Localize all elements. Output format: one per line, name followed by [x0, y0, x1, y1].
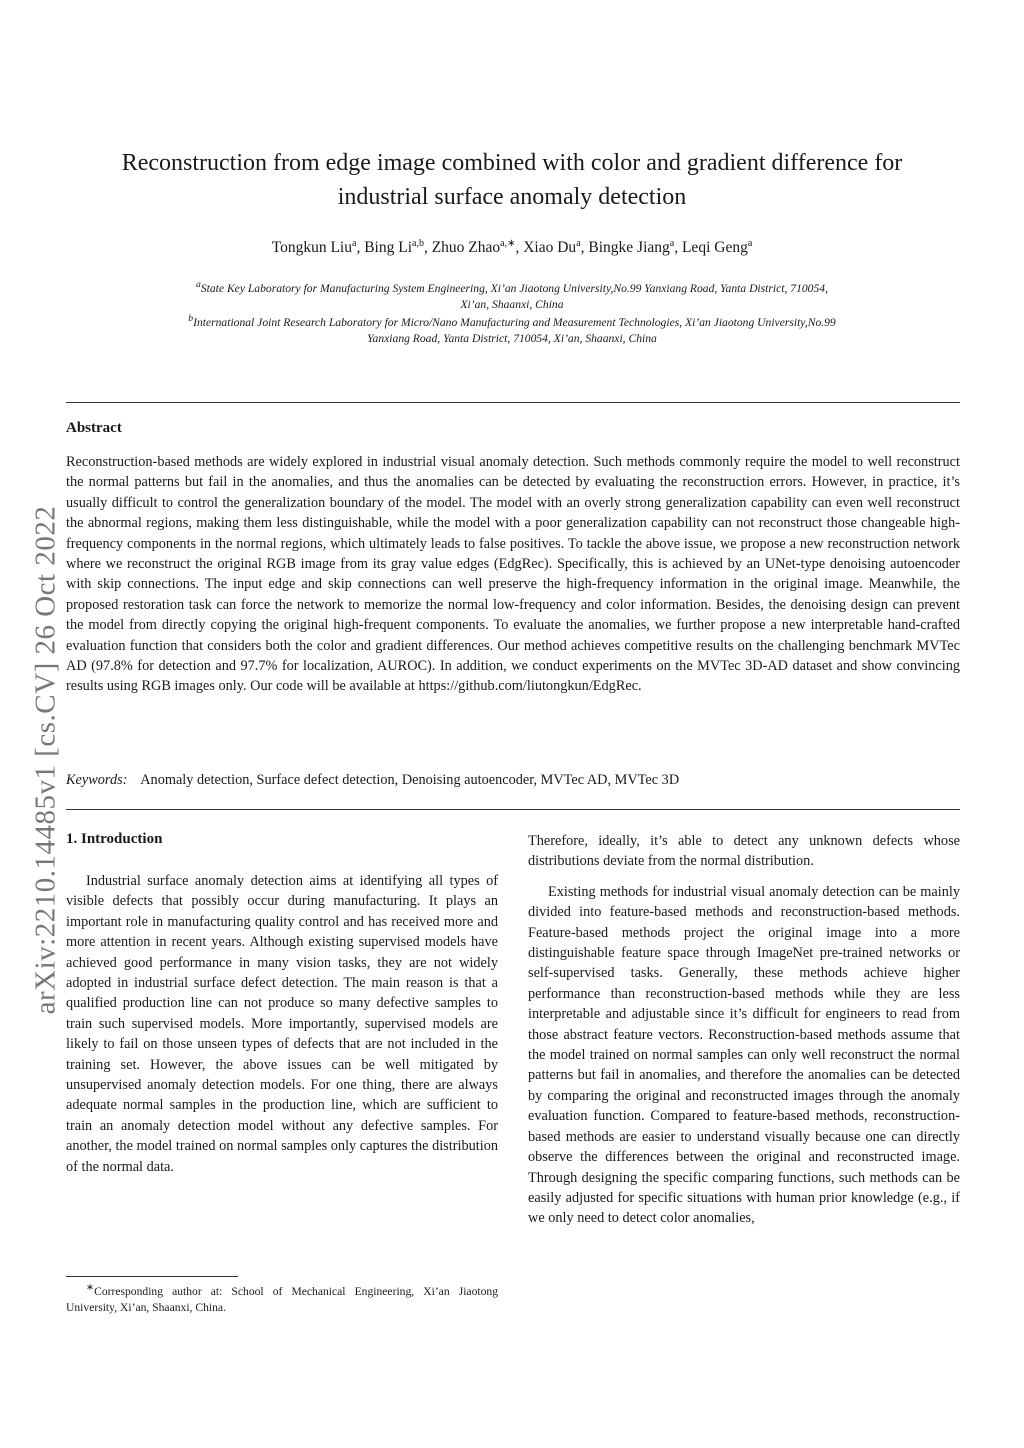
author: Bingke Jiang$^a$	[588, 238, 675, 257]
author: Leqi Geng$^a$	[681, 238, 753, 257]
left-column	[66, 871, 498, 1177]
keywords-label: Keywords:	[66, 772, 128, 788]
arxiv-sidebar-stamp	[28, 450, 64, 1070]
paper-title	[60, 146, 964, 214]
abstract-heading: Abstract	[66, 420, 122, 436]
paragraph: Existing methods for industrial visual anomaly detection can be mainly divided into feature-based methods and reconstruction-based methods. Feature-based methods project the original image into a more distinguishable feature space through ImageNet pre-trained networks or self-supervised tasks. Generally, these methods achieve higher performance than reconstruction-based methods while they are less interpretable and adjustable since it’s difficult for engineers to read from those abstract feature vectors. Reconstruction-based methods assume that the model trained on normal samples can only well reconstruct the normal patterns but fail in anomalies, and therefore the anomalies can be detected by comparing the original and reconstructed images through the anomaly evaluation function. Compared to feature-based methods, reconstruction-based methods are easier to understand visually because one can directly observe the differences between the original and reconstructed image. Through designing the specific comparing functions, such methods can be easily adjusted for specific situations with human prior knowledge (e.g., if we only need to detect color anomalies,	[528, 883, 960, 1227]
author: Zhuo Zhao$^{a,∗}$	[431, 238, 516, 257]
keywords-text: Anomaly detection, Surface defect detection, Denoising autoencoder, MVTec AD, MVTec 3D	[140, 772, 680, 788]
author-list: Tongkun Liu$^a$, Bing Li$^{a,b}$, Zhuo Zhao$^{a,∗}$, Xiao Du$^a$, Bingke Jiang$^a$, Leqi Geng$^a$	[271, 238, 753, 257]
right-column	[528, 831, 960, 1229]
author: Bing Li$^{a,b}$	[364, 238, 424, 257]
divider-bottom	[66, 809, 960, 810]
footnote-rule	[66, 1276, 238, 1277]
paragraph: Therefore, ideally, it’s able to detect any unknown defects whose distributions deviate from the normal distribution.	[528, 833, 960, 870]
affiliation-a: $^a$State Key Laboratory for Manufacturing System Engineering, Xi’an Jiaotong University,No.99 Yanxiang Road, Yanta District, 710054, Xi’an, Shaanxi, China	[196, 279, 828, 311]
affiliation-b: $^b$International Joint Research Laboratory for Micro/Nano Manufacturing and Measurement Technologies, Xi’an Jiaotong University,No.99 Yanxiang Road, Yanta District, 710054, Xi’an, Shaanxi, China	[188, 313, 836, 345]
paragraph: Industrial surface anomaly detection aims at identifying all types of visible defects that possibly occur during manufacturing. It plays an important role in manufacturing quality control and has received more and more attention in recent years. Although existing supervised models have achieved good performance in many vision tasks, they are not widely adopted in industrial surface defect detection. The main reason is that a qualified production line can not produce so many defective samples to train such supervised models. More importantly, supervised models are likely to fail on those unseen types of defects that are not included in the training set. However, the above issues can be well mitigated by unsupervised anomaly detection models. For one thing, there are always adequate normal samples in the production line, which are sufficient to train an anomaly detection model without any defective samples. For another, the model trained on normal samples only captures the distribution of the normal data.	[66, 873, 498, 1175]
arxiv-id: arXiv:2210.14485v1 [cs.CV] 26 Oct 2022	[29, 505, 62, 1015]
divider-top	[66, 402, 960, 403]
title-line-2: industrial surface anomaly detection	[337, 184, 687, 210]
keywords	[66, 772, 960, 789]
author: Tongkun Liu$^a$	[271, 238, 357, 257]
author: Xiao Du$^a$	[523, 238, 581, 257]
abstract-text: Reconstruction-based methods are widely explored in industrial visual anomaly detection. Such methods commonly require the model to well reconstruct the normal patterns but fail in the anomalies, and thus the anomalies can be detected by evaluating the reconstruction errors. However, in practice, it’s usually difficult to control the generalization boundary of the model. The model with an overly strong generalization capability can even well reconstruct the abnormal regions, making them less distinguishable, while the model with a poor generalization capability can not reconstruct those changeable high-frequency components in the normal regions, which ultimately leads to false positives. To tackle the above issue, we propose a new reconstruction network where we reconstruct the original RGB image from its gray value edges (EdgRec). Specifically, this is achieved by an UNet-type denoising autoencoder with skip connections. The input edge and skip connections can well preserve the high-frequency information in the original image. Meanwhile, the proposed restoration task can force the network to memorize the normal low-frequency and color information. Besides, the denoising design can prevent the model from directly copying the original high-frequent components. To evaluate the anomalies, we further propose a new interpretable hand-crafted evaluation function that considers both the color and gradient differences. Our method achieves competitive results on the challenging benchmark MVTec AD (97.8% for detection and 97.7% for localization, AUROC). In addition, we conduct experiments on the MVTec 3D-AD dataset and show convincing results using RGB images only. Our code will be available at https://github.com/liutongkun/EdgRec.	[66, 454, 960, 695]
footnote: ∗Corresponding author at: School of Mechanical Engineering, Xi’an Jiaotong University, Xi’an, Shaanxi, China.	[66, 1282, 498, 1314]
footnote-mark: ∗	[86, 1282, 95, 1293]
title-line-1: Reconstruction from edge image combined with color and gradient difference for	[121, 150, 903, 176]
section-heading-introduction: 1. Introduction	[66, 831, 163, 847]
